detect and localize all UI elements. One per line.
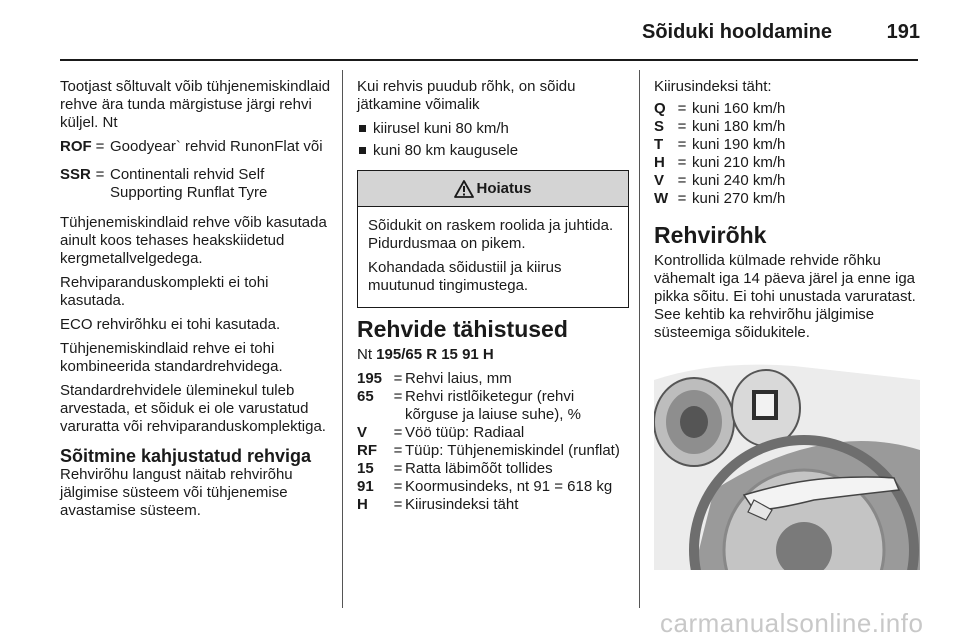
code-description: Vöö tüüp: Radiaal (405, 424, 525, 441)
paragraph-eco-pressure: ECO rehvirõhku ei tohi kasutada. (60, 316, 281, 333)
zero-pressure-intro: Kui rehvis puudub rõhk, on sõidu jätkamine võimalik (357, 78, 576, 113)
code-description: Kiirusindeksi täht (405, 496, 519, 513)
code-row (357, 478, 629, 496)
speed-limit: kuni 210 km/h (692, 154, 786, 171)
equals-sign: = (95, 138, 105, 155)
column-1 (60, 78, 332, 526)
equals-sign: = (677, 154, 687, 171)
code-row (357, 424, 629, 442)
section-heading-tyre-pressure: Rehvirõhk (654, 222, 767, 248)
speed-index-intro: Kiirusindeksi täht: (654, 78, 772, 95)
equals-sign: = (677, 118, 687, 135)
tyre-pressure-check-illustration (654, 360, 920, 570)
warning-triangle-icon (454, 180, 474, 198)
equals-sign: = (393, 478, 403, 495)
speed-limit: kuni 240 km/h (692, 172, 786, 189)
example-prefix: Nt (357, 346, 372, 363)
page-title: Sõiduki hooldamine (641, 21, 832, 43)
speed-row (654, 190, 922, 208)
speed-row (654, 172, 922, 190)
code-term: V (357, 424, 368, 441)
marking-term: ROF (60, 138, 92, 155)
speed-index-list (654, 100, 922, 208)
marking-row-ssr (60, 166, 332, 202)
equals-sign: = (393, 442, 403, 459)
marking-term: SSR (60, 166, 91, 183)
equals-sign: = (393, 460, 403, 477)
tyre-code-example (357, 346, 629, 364)
speed-letter: T (654, 136, 664, 153)
equals-sign: = (677, 100, 687, 117)
code-description: Ratta läbimõõt tollides (405, 460, 553, 477)
section-heading-damaged-tyre: Sõitmine kahjustatud rehviga (60, 446, 312, 466)
paragraph-repair-kit: Rehviparanduskomplekti ei tohi kasutada. (60, 274, 269, 309)
watermark: carmanualsonline.info (660, 608, 924, 638)
example-code: 195/65 R 15 91 H (376, 346, 494, 363)
header-divider (60, 59, 918, 61)
speed-limit: kuni 160 km/h (692, 100, 786, 117)
code-term: 195 (357, 370, 383, 387)
code-description: Rehvi ristlõiketegur (rehvi kõrguse ja laiuse suhe), % (405, 388, 581, 423)
equals-sign: = (393, 496, 403, 513)
warning-header (358, 171, 628, 207)
warning-body (358, 207, 628, 307)
column-divider-2 (639, 70, 640, 608)
page-header (0, 0, 960, 60)
code-description: Koormusindeks, nt 91 = 618 kg (405, 478, 613, 495)
warning-text: Sõidukit on raskem roolida ja juhtida. Pidurdusmaa on pikem. (368, 217, 614, 252)
equals-sign: = (95, 166, 105, 183)
equals-sign: = (393, 388, 403, 405)
equals-sign: = (677, 172, 687, 189)
equals-sign: = (677, 190, 687, 207)
code-row (357, 496, 629, 514)
paragraph-no-mixing: Tühjenemiskindlaid rehve ei tohi kombineerida standardrehvidega. (60, 340, 283, 375)
speed-row (654, 136, 922, 154)
section-heading-tyre-designations: Rehvide tähistused (357, 316, 568, 342)
list-item: kiirusel kuni 80 km/h (357, 120, 629, 138)
marking-row-rof (60, 138, 332, 156)
speed-row (654, 118, 922, 136)
paragraph-alloy-wheels: Tühjenemiskindlaid rehve võib kasutada ainult koos tehases heakskiidetud kergmetallvelgedega. (60, 214, 327, 267)
equals-sign: = (393, 424, 403, 441)
speed-limit: kuni 270 km/h (692, 190, 786, 207)
runflat-intro: Tootjast sõltuvalt võib tühjenemiskindlaid rehve ära tunda märgistuse järgi rehvi küljel. Nt (60, 78, 331, 131)
paragraph-standard-tyres: Standardrehvidele üleminekul tuleb arvestada, et sõiduk ei ole varustatud varuratta või rehviparanduskomplektiga. (60, 382, 326, 435)
equals-sign: = (677, 136, 687, 153)
list-item: kuni 80 km kaugusele (357, 142, 629, 160)
driving-limits-list (357, 120, 629, 160)
paragraph-pressure-loss: Rehvirõhu langust näitab rehvirõhu jälgimise süsteem või tühjenemise avastamise süsteem. (60, 466, 293, 519)
speed-limit: kuni 190 km/h (692, 136, 786, 153)
code-row (357, 460, 629, 478)
code-term: H (357, 496, 368, 513)
sidewall-marking-list (60, 138, 332, 202)
column-divider-1 (342, 70, 343, 608)
code-row (357, 370, 629, 388)
code-term: RF (357, 442, 377, 459)
warning-box (357, 170, 629, 308)
column-3 (654, 78, 922, 575)
page-number: 191 (886, 21, 920, 43)
speed-row (654, 100, 922, 118)
speed-letter: S (654, 118, 665, 135)
code-description: Rehvi laius, mm (405, 370, 512, 387)
speed-letter: V (654, 172, 665, 189)
code-term: 91 (357, 478, 374, 495)
code-row (357, 442, 629, 460)
speed-letter: W (654, 190, 669, 207)
warning-title: Hoiatus (476, 179, 532, 197)
code-description: Tüüp: Tühjenemiskindel (runflat) (405, 442, 620, 459)
code-row (357, 388, 629, 424)
speed-limit: kuni 180 km/h (692, 118, 786, 135)
warning-text: Kohandada sõidustiil ja kiirus muutunud tingimustega. (368, 259, 562, 294)
marking-description: Continentali rehvid Self Supporting Runflat Tyre (110, 166, 268, 201)
tyre-code-list (357, 370, 629, 514)
paragraph-tyre-pressure: Kontrollida külmade rehvide rõhku vähemalt iga 14 päeva järel ja enne iga pikka sõitu. Ei tohi unustada varuratast. See kehtib ka rehvirõhu jälgimise süsteemiga sõidukitele. (654, 252, 916, 341)
marking-description: Goodyear` rehvid RunonFlat või (110, 138, 323, 155)
equals-sign: = (393, 370, 403, 387)
speed-row (654, 154, 922, 172)
speed-letter: Q (654, 100, 666, 117)
speed-letter: H (654, 154, 665, 171)
code-term: 15 (357, 460, 374, 477)
column-2 (357, 78, 629, 526)
code-term: 65 (357, 388, 374, 405)
